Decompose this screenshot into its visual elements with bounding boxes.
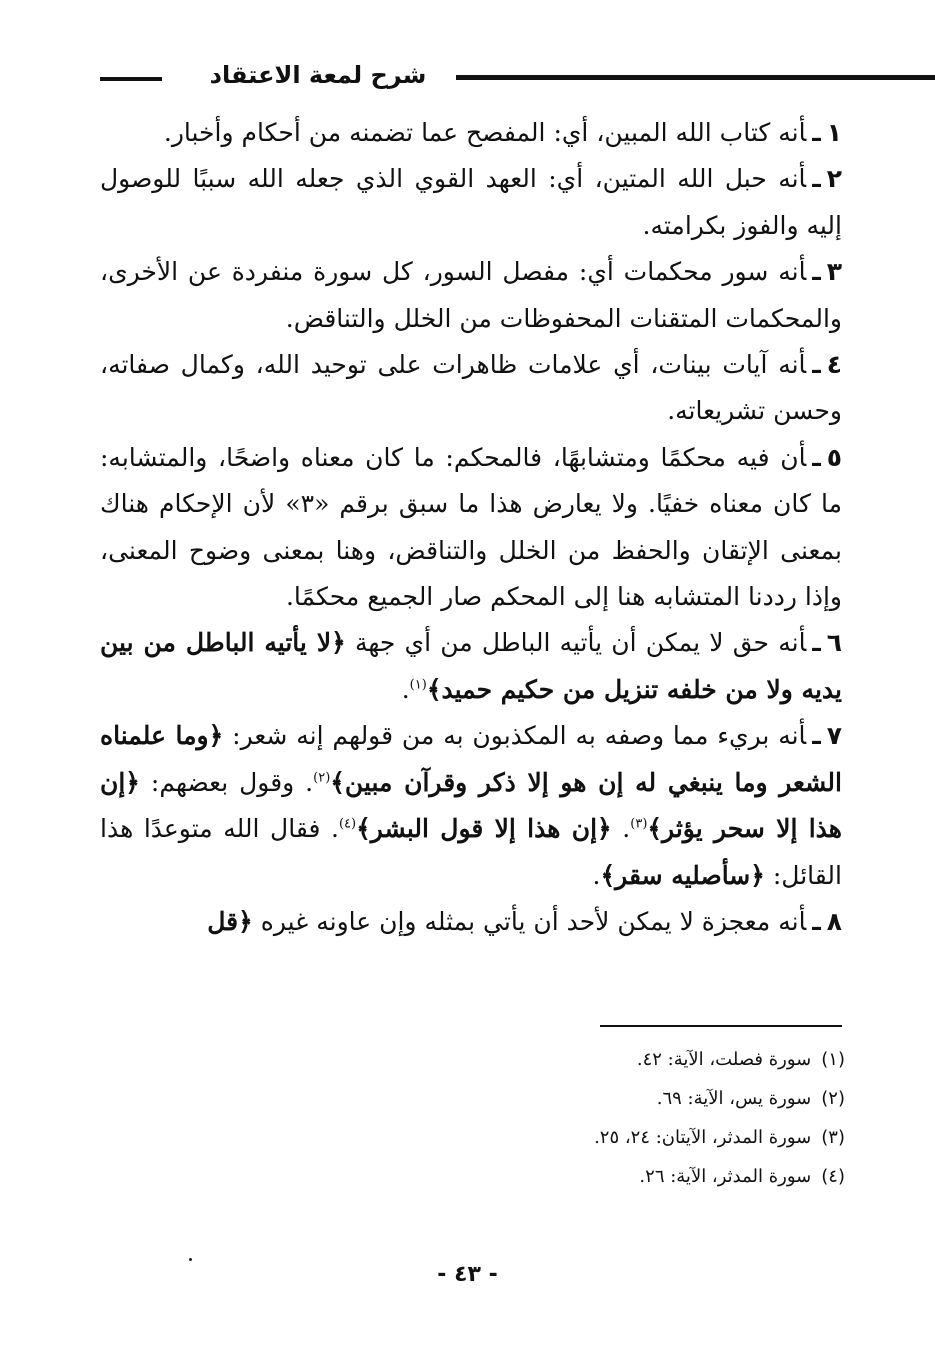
footnote-ref: (١) [409,677,427,693]
item-number: ٧ [826,721,842,751]
main-text [100,110,842,945]
footnote-text: سورة المدثر، الآية: ٢٦. [639,1166,812,1187]
item-number: ٥ [826,442,842,472]
list-item-4 [100,342,842,435]
header-title: شرح لمعة الاعتقاد [209,61,427,89]
list-item-2 [100,156,842,249]
list-item-5 [100,435,842,621]
item-dash: ـ [812,442,821,472]
header-rule-right [456,75,935,80]
item-text: أن فيه محكمًا ومتشابهًا، فالمحكم: ما كان معناه واضحًا، والمتشابه: ما كان معناه خفيًا. ولا يعارض هذا ما سبق برقم «٣» لأن الإحكام هناك بمعنى الإتقان والحفظ من الخلل والتناقض، وهنا بمعنى وضوح المعنى، وإذا رددنا المتشابه هنا إلى المحكم صار الجميع محكمًا. [100,442,843,612]
item-dash: ـ [812,628,821,658]
item-text: أنه سور محكمات أي: مفصل السور، كل سورة منفردة عن الأخرى، والمحكمات المتقنات المحفوظات من الخلل والتناقض. [100,257,842,333]
item-text: أنه حق لا يمكن أن يأتيه الباطل من أي جهة [354,628,807,658]
footnote-ref: (٢) [313,770,331,786]
quran-quote: ﴿قل [207,906,253,936]
item-number: ٨ [826,906,842,936]
item-number: ٢ [826,164,842,194]
item-dash: ـ [812,164,821,194]
footnote-number: (٣) [821,1127,845,1148]
footnote-text: سورة فصلت، الآية: ٤٢. [636,1049,812,1070]
quran-quote: ﴿إن هذا إلا سحر يؤثر﴾ [100,767,842,844]
item-dash: ـ [812,906,821,936]
running-header [100,55,840,95]
item-text: أنه معجزة لا يمكن لأحد أن يأتي بمثله وإن عاونه غيره [260,906,807,936]
item-number: ٦ [826,628,842,658]
footnotes [300,1040,845,1196]
page-number: - ٤٣ - [437,1262,498,1287]
item-text: . فقال الله متوعدًا هذا القائل: [100,814,842,890]
quran-quote: ﴿وما علمناه الشعر وما ينبغي له إن هو إلا ذكر وقرآن مبين﴾ [100,721,842,797]
print-speck [189,1258,192,1261]
item-text: . [592,860,601,890]
footnote-1 [300,1040,845,1079]
list-item-6 [100,620,842,713]
item-text: أنه حبل الله المتين، أي: العهد القوي الذي جعله الله سببًا للوصول إليه والفوز بكرامته. [100,164,842,240]
footnote-number: (١) [821,1049,845,1070]
list-item-3 [100,249,842,342]
item-dash: ـ [812,257,821,287]
list-item-7 [100,713,842,899]
item-dash: ـ [812,350,821,380]
footnote-2 [300,1079,845,1118]
item-text: أنه آيات بينات، أي علامات ظاهرات على توحيد الله، وكمال صفاته، وحسن تشريعاته. [100,350,842,426]
footnote-text: سورة المدثر، الآيتان: ٢٤، ٢٥. [594,1127,812,1148]
header-rule-left [100,77,162,81]
item-dash: ـ [812,721,821,751]
list-item-1 [100,110,842,156]
footnote-number: (٤) [821,1166,845,1187]
item-text: أنه بريء مما وصفه به المكذبون به من قولهم إنه شعر: [232,721,807,751]
footnote-ref: (٤) [338,816,357,832]
footnote-number: (٢) [821,1088,845,1109]
item-text: أنه كتاب الله المبين، أي: المفصح عما تضمنه من أحكام وأخبار. [163,118,807,147]
item-text: . [401,674,410,704]
item-number: ١ [826,118,842,147]
item-number: ٤ [826,350,842,380]
item-number: ٣ [826,257,842,287]
quran-quote: ﴿سأصليه سقر﴾ [600,860,765,890]
quran-quote: ﴿إن هذا إلا قول البشر﴾ [356,814,612,844]
footnote-text: سورة يس، الآية: ٦٩. [656,1088,812,1109]
footnote-ref: (٣) [630,816,648,832]
item-dash: ـ [812,118,821,147]
footnote-4 [300,1157,845,1196]
item-text: . وقول بعضهم: [150,767,314,797]
footnote-separator [600,1025,842,1027]
list-item-8 [100,899,842,945]
footnote-3 [300,1118,845,1157]
item-text: . [622,814,631,844]
quran-quote: ﴿لا يأتيه الباطل من بين يديه ولا من خلفه تنزيل من حكيم حميد﴾ [100,628,842,704]
